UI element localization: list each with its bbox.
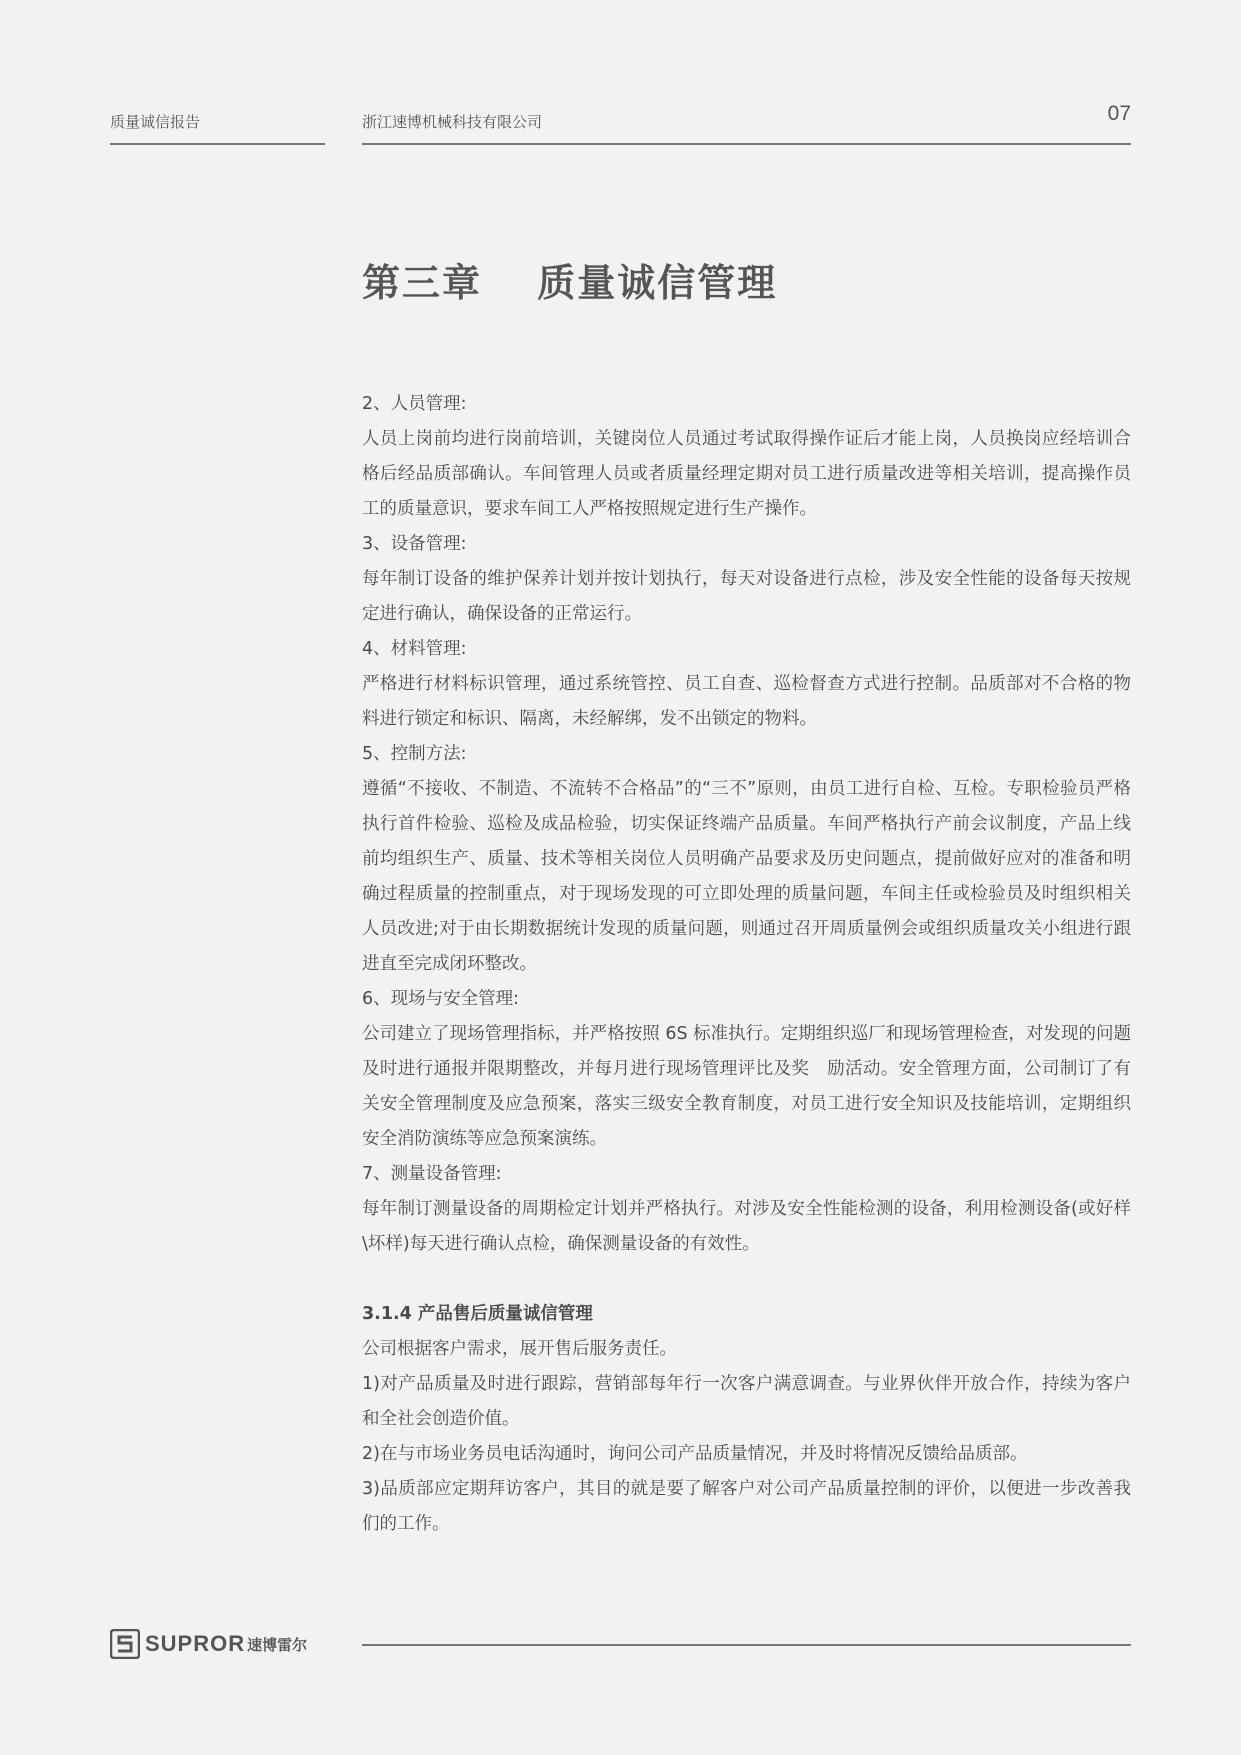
footer-logo — [110, 1629, 307, 1659]
header-company-name: 浙江速博机械科技有限公司 — [362, 113, 543, 131]
paragraph-materials: 严格进行材料标识管理，通过系统管控、员工自查、巡检督查方式进行控制。品质部对不合格的物料进行锁定和标识、隔离，未经解绑，发不出锁定的物料。 — [362, 674, 1131, 729]
paragraph-equipment: 每年制订设备的维护保养计划并按计划执行，每天对设备进行点检，涉及安全性能的设备每天按规定进行确认，确保设备的正常运行。 — [362, 569, 1131, 624]
supror-s-logo-icon — [110, 1629, 140, 1659]
heading-site-safety: 6、现场与安全管理: — [362, 989, 520, 1009]
body-content — [362, 387, 1131, 1542]
section-heading-after-sales: 3.1.4 产品售后质量诚信管理 — [362, 1304, 593, 1324]
heading-control-methods: 5、控制方法: — [362, 744, 467, 764]
footer-divider — [362, 1644, 1131, 1646]
paragraph-after-sales-1: 1)对产品质量及时进行跟踪，营销部每年行一次客户满意调查。与业界伙伴开放合作，持续为客户和全社会创造价值。 — [362, 1374, 1131, 1429]
logo-chinese-name: 速博雷尔 — [247, 1635, 308, 1654]
logo-wordmark: SUPROR — [145, 1631, 246, 1656]
header-right-divider — [362, 143, 1131, 145]
header-report-title: 质量诚信报告 — [110, 113, 201, 131]
heading-measuring-equipment: 7、测量设备管理: — [362, 1164, 502, 1184]
heading-personnel: 2、人员管理: — [362, 394, 467, 414]
page-number: 07 — [1107, 102, 1131, 125]
paragraph-after-sales-3: 3)品质部应定期拜访客户，其目的就是要了解客户对公司产品质量控制的评价，以便进一步改善我们的工作。 — [362, 1479, 1131, 1534]
paragraph-after-sales-intro: 公司根据客户需求，展开售后服务责任。 — [362, 1339, 677, 1359]
header-left-divider — [110, 143, 325, 145]
paragraph-after-sales-2: 2)在与市场业务员电话沟通时，询问公司产品质量情况，并及时将情况反馈给品质部。 — [362, 1444, 1028, 1464]
heading-equipment: 3、设备管理: — [362, 534, 467, 554]
chapter-title: 第三章 质量诚信管理 — [362, 261, 778, 305]
paragraph-measuring-equipment: 每年制订测量设备的周期检定计划并严格执行。对涉及安全性能检测的设备，利用检测设备(或好样\坏样)每天进行确认点检，确保测量设备的有效性。 — [362, 1199, 1131, 1254]
paragraph-control-methods: 遵循“不接收、不制造、不流转不合格品”的“三不”原则，由员工进行自检、互检。专职检验员严格执行首件检验、巡检及成品检验，切实保证终端产品质量。车间严格执行产前会议制度，产品上线前均组织生产、质量、技术等相关岗位人员明确产品要求及历史问题点，提前做好应对的准备和明确过程质量的控制重点，对于现场发现的可立即处理的质量问题，车间主任或检验员及时组织相关人员改进;对于由长期数据统计发现的质量问题，则通过召开周质量例会或组织质量攻关小组进行跟进直至完成闭环整改。 — [362, 779, 1131, 974]
paragraph-site-safety: 公司建立了现场管理指标，并严格按照 6S 标准执行。定期组织巡厂和现场管理检查，对发现的问题及时进行通报并限期整改，并每月进行现场管理评比及奖 励活动。安全管理方面，公司制订了有关安全管理制度及应急预案，落实三级安全教育制度，对员工进行安全知识及技能培训，定期组织安全消防演练等应急预案演练。 — [362, 1024, 1131, 1149]
heading-materials: 4、材料管理: — [362, 639, 467, 659]
paragraph-personnel: 人员上岗前均进行岗前培训，关键岗位人员通过考试取得操作证后才能上岗，人员换岗应经培训合格后经品质部确认。车间管理人员或者质量经理定期对员工进行质量改进等相关培训，提高操作员工的质量意识，要求车间工人严格按照规定进行生产操作。 — [362, 429, 1131, 519]
